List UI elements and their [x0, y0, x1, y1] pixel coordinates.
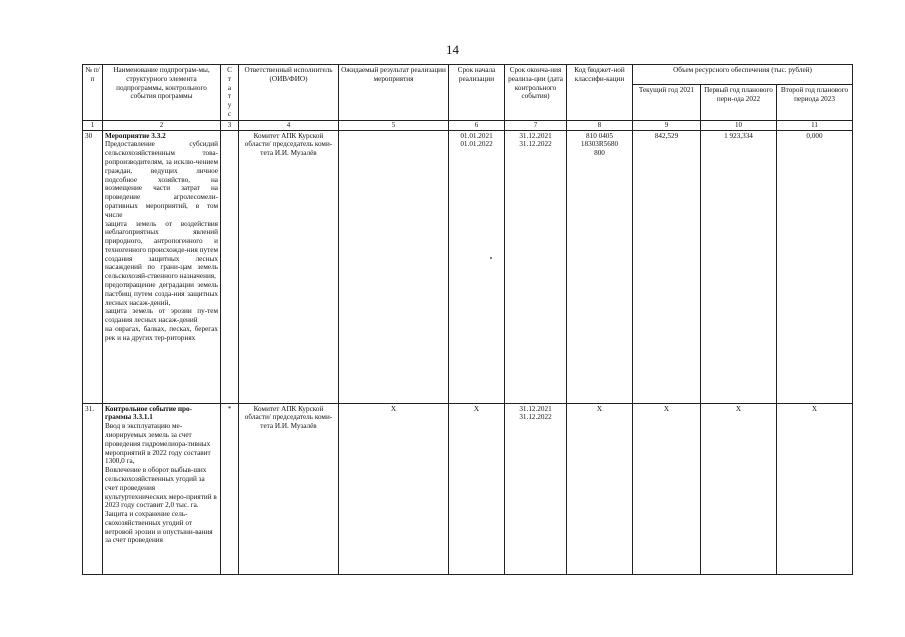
- column-index: 1: [83, 120, 103, 130]
- column-index: 10: [701, 120, 777, 130]
- column-index: 9: [633, 120, 701, 130]
- row-budget-code: Х: [567, 403, 633, 574]
- column-index: 3: [221, 120, 239, 130]
- row-start: Х: [449, 403, 505, 574]
- header-expected: Ожидаемый результат реализации мероприятия: [339, 65, 449, 121]
- row-text-line: Вовлечение в оборот выбыв-ших сельскохозяйственных угодий за счет проведения культуртехнических меро-приятий в 2023 году составит 2,0 тыс. га.: [105, 466, 217, 510]
- row-first-year: Х: [701, 403, 777, 574]
- row-text-line: предотвращение деградации земель пастбищ путем созда-ния защитных лесных насаж-дений,: [105, 280, 218, 307]
- header-responsible: Ответственный исполнитель (ОИВ/ФИО): [239, 65, 339, 121]
- row-text-line: Защита и сохранение сель-скохозяйственных угодий от ветровой эрозии и опустыни-вания за счет проведения: [105, 510, 213, 545]
- row-second-year: 0,000: [777, 130, 853, 403]
- row-expected: [339, 130, 449, 403]
- row-text-line: защита земель от воздействия неблагоприятных явлений природного, антропогенного и техногенного происхожде-ния путем создания защитных лесных насаждений по грани-цам земель сельскохозяй-ственного назначения,: [105, 219, 218, 281]
- row-text-line: на оврагах, балках, песках, берегах рек и на других тер-риториях: [105, 324, 218, 342]
- row-status: [221, 130, 239, 403]
- row-title: Мероприятие 3.3.2: [105, 131, 166, 140]
- table-row: [83, 403, 853, 574]
- row-start: 01.01.2021 01.01.2022: [449, 130, 505, 403]
- program-table: [82, 64, 853, 575]
- header-row: [83, 65, 853, 85]
- row-status: *: [221, 403, 239, 574]
- column-index: 5: [339, 120, 449, 130]
- row-end: 31.12.2021 31.12.2022: [505, 130, 567, 403]
- row-number: 30: [83, 130, 103, 403]
- header-second-year: Второй год планового периода 2023: [777, 85, 853, 120]
- row-responsible: Комитет АПК Курской области/ председатель коми-тета И.И. Музалёв: [239, 130, 339, 403]
- row-title: Контрольное событие про-граммы 3.3.1.1: [105, 404, 193, 422]
- row-second-year: Х: [777, 403, 853, 574]
- header-start: Срок начала реализации: [449, 65, 505, 121]
- column-index: 6: [449, 120, 505, 130]
- row-end: 31.12.2021 31.12.2022: [505, 403, 567, 574]
- page-number: 14: [446, 42, 459, 57]
- row-responsible: Комитет АПК Курской области/ председатель коми-тета И.И. Музалёв: [239, 403, 339, 574]
- column-index: 11: [777, 120, 853, 130]
- column-index: 2: [103, 120, 221, 130]
- header-name: Наименование подпрограм-мы, структурного элемента подпрограммы, контрольного события программы: [103, 65, 221, 121]
- header-status: С т а т у с: [221, 65, 239, 121]
- header-resources: Объем ресурсного обеспечения (тыс. рублей): [633, 65, 853, 85]
- header-current-year: Текущий год 2021: [633, 85, 701, 120]
- row-expected: Х: [339, 403, 449, 574]
- row-current-year: 842,529: [633, 130, 701, 403]
- row-text-line: Предоставление субсидий сельскохозяйственным това-ропроизводителям, за исклю-чением граждан, ведущих личное подсобное хозяйство, на возмещение части затрат на проведение агролесомели-оративных мероприятий, в том числе: [105, 140, 218, 219]
- header-num: № п/п: [83, 65, 103, 121]
- row-text-line: Ввод в эксплуатацию ме-лиорируемых земель за счет проведения гидромелиора-тивных мероприятий в 2022 году составит 1300,0 га,: [105, 422, 211, 466]
- column-index: 8: [567, 120, 633, 130]
- column-index: 4: [239, 120, 339, 130]
- row-budget-code: 810 0405 18303R5680 800: [567, 130, 633, 403]
- row-first-year: 1 923,334: [701, 130, 777, 403]
- table-row: [83, 130, 853, 403]
- header-budget-code: Код бюджет-ной классифи-кации: [567, 65, 633, 121]
- row-number: 31.: [83, 403, 103, 574]
- row-description: [103, 130, 221, 403]
- header-end: Срок оконча-ния реализа-ции (дата контрольного события): [505, 65, 567, 121]
- row-description: [103, 403, 221, 574]
- row-current-year: Х: [633, 403, 701, 574]
- column-index: 7: [505, 120, 567, 130]
- scan-speck: [490, 257, 492, 259]
- header-first-year: Первый год планового пери-ода 2022: [701, 85, 777, 120]
- row-text-line: защита земель от эрозии пу-тем создания лесных насаж-дений: [105, 307, 218, 325]
- column-index-row: [83, 120, 853, 130]
